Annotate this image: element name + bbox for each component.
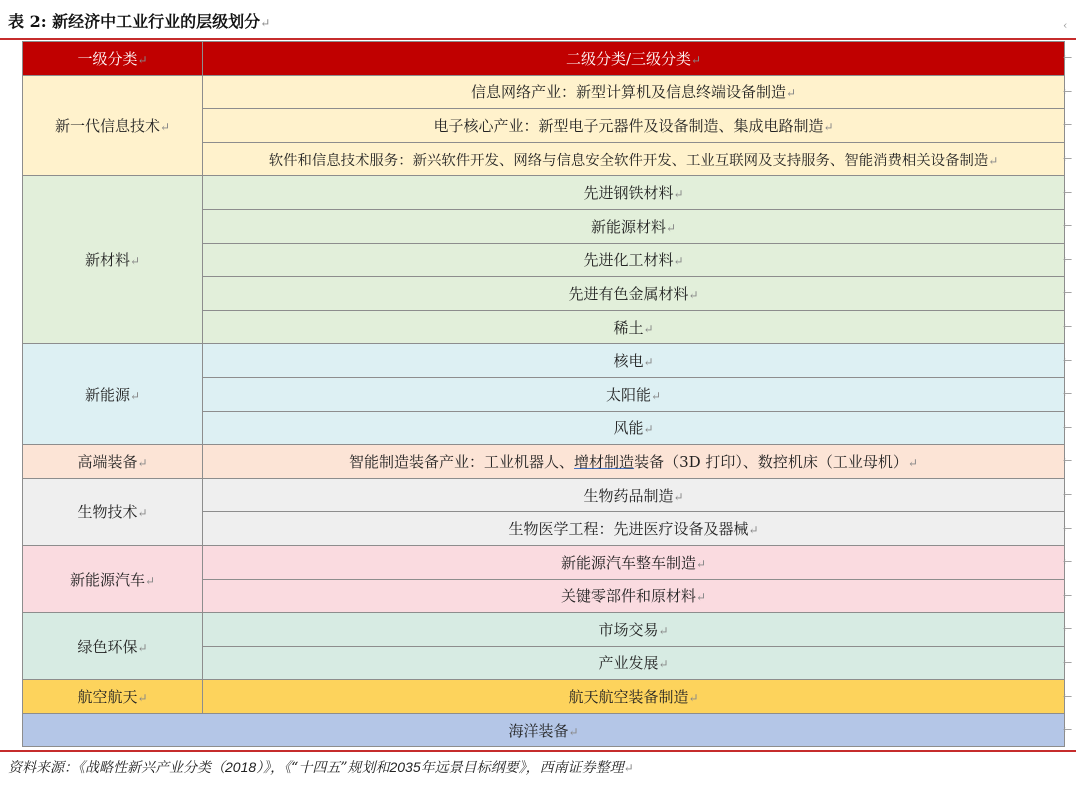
table-row — [23, 75, 1065, 109]
row-end-mark-icon: ← — [1063, 723, 1073, 737]
level1-cell: 航空航天↵ — [23, 680, 203, 714]
level1-cell: 生物技术↵ — [23, 478, 203, 545]
level2-cell: 产业发展↵ — [203, 646, 1065, 680]
row-end-mark-icon: ← — [1063, 387, 1073, 401]
table-row — [23, 613, 1065, 647]
level1-cell: 绿色环保↵ — [23, 613, 203, 680]
row-end-mark-icon: ← — [1063, 353, 1073, 367]
level2-cell: 关键零部件和原材料↵ — [203, 579, 1065, 613]
table-row — [23, 713, 1065, 747]
level2-cell: 新能源汽车整车制造↵ — [203, 545, 1065, 579]
level2-cell: 智能制造装备产业：工业机器人、增材制造装备（3D 打印）、数控机床（工业母机）↵ — [203, 445, 1065, 479]
header-level1: 一级分类↵ — [23, 42, 203, 76]
row-end-mark-icon: ← — [1063, 252, 1073, 266]
level1-cell: 新能源汽车↵ — [23, 545, 203, 612]
header-level23: 二级分类/三级分类↵ — [203, 42, 1065, 76]
level1-cell: 新能源↵ — [23, 344, 203, 445]
level2-cell: 生物药品制造↵ — [203, 478, 1065, 512]
row-end-mark-icon: ← — [1063, 51, 1073, 65]
row-end-mark-icon: ← — [1063, 152, 1073, 166]
source-note: 资料来源：《战略性新兴产业分类（2018）》，《“十四五”规划和2035年远景目标纲要》，西南证券整理↵ — [8, 759, 634, 776]
level2-cell: 稀土↵ — [203, 310, 1065, 344]
level2-cell: 软件和信息技术服务：新兴软件开发、网络与信息安全软件开发、工业互联网及支持服务、智能消费相关设备制造↵ — [203, 142, 1065, 176]
row-end-mark-icon: ← — [1063, 219, 1073, 233]
level2-cell: 新能源材料↵ — [203, 209, 1065, 243]
table-row — [23, 478, 1065, 512]
level2-cell: 核电↵ — [203, 344, 1065, 378]
level2-cell: 航天航空装备制造↵ — [203, 680, 1065, 714]
level1-cell: 新一代信息技术↵ — [23, 75, 203, 176]
level2-cell: 风能↵ — [203, 411, 1065, 445]
paragraph-mark-icon: ↵ — [623, 761, 634, 775]
row-end-mark-icon: ← — [1063, 555, 1073, 569]
table-title-text: 表 2: 新经济中工业行业的层级划分 — [8, 12, 261, 31]
row-end-mark-icon: ← — [1063, 320, 1073, 334]
row-end-mark-icon: ← — [1063, 454, 1073, 468]
header-row — [23, 42, 1065, 76]
level1-cell: 高端装备↵ — [23, 445, 203, 479]
classification-table — [22, 41, 1065, 747]
level2-cell: 市场交易↵ — [203, 613, 1065, 647]
row-end-mark-icon: ← — [1063, 420, 1073, 434]
level2-cell: 生物医学工程：先进医疗设备及器械↵ — [203, 512, 1065, 546]
table-row — [23, 344, 1065, 378]
level2-cell: 电子核心产业：新型电子元器件及设备制造、集成电路制造↵ — [203, 109, 1065, 143]
paragraph-mark-icon: ↵ — [260, 16, 271, 30]
row-end-mark-icon: ← — [1063, 185, 1073, 199]
row-end-mark-icon: ← — [1063, 689, 1073, 703]
table-row — [23, 680, 1065, 714]
row-end-mark-icon: ‹ — [1063, 19, 1068, 32]
row-end-mark-icon: ← — [1063, 588, 1073, 602]
row-end-mark-icon: ← — [1063, 286, 1073, 300]
level1-cell: 新材料↵ — [23, 176, 203, 344]
row-end-mark-icon: ← — [1063, 488, 1073, 502]
level2-cell: 信息网络产业：新型计算机及信息终端设备制造↵ — [203, 75, 1065, 109]
level2-cell: 先进有色金属材料↵ — [203, 277, 1065, 311]
table-row — [23, 445, 1065, 479]
level2-cell: 太阳能↵ — [203, 377, 1065, 411]
row-end-mark-icon: ← — [1063, 655, 1073, 669]
row-end-mark-icon: ← — [1063, 84, 1073, 98]
level2-cell: 先进化工材料↵ — [203, 243, 1065, 277]
row-end-mark-icon: ← — [1063, 521, 1073, 535]
table-title — [8, 9, 270, 35]
merged-cell: 海洋装备↵ — [23, 713, 1065, 747]
top-rule — [0, 38, 1076, 40]
row-end-mark-icon: ← — [1063, 622, 1073, 636]
bottom-rule — [0, 750, 1076, 752]
level2-cell: 先进钢铁材料↵ — [203, 176, 1065, 210]
row-end-mark-icon: ← — [1063, 118, 1073, 132]
table-row — [23, 176, 1065, 210]
table-row — [23, 545, 1065, 579]
spellcheck-underlined-text: 增材制造 — [574, 452, 635, 471]
